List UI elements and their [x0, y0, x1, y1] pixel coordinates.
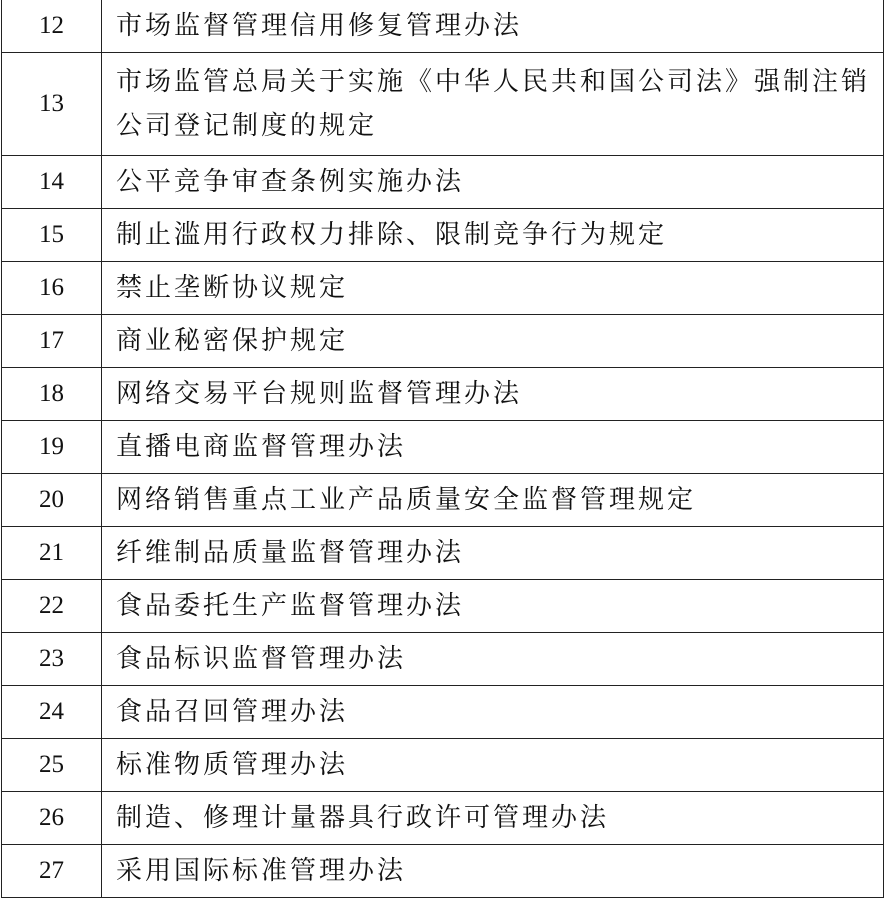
row-number: 16: [2, 262, 102, 315]
regulation-title: 直播电商监督管理办法: [102, 421, 884, 474]
table-row: [2, 527, 884, 580]
table-row: [2, 739, 884, 792]
regulation-title: 制造、修理计量器具行政许可管理办法: [102, 792, 884, 845]
regulation-title: 市场监督管理信用修复管理办法: [102, 0, 884, 53]
regulation-title: 制止滥用行政权力排除、限制竞争行为规定: [102, 209, 884, 262]
table-row: [2, 792, 884, 845]
regulation-title: 食品召回管理办法: [102, 686, 884, 739]
row-number: 22: [2, 580, 102, 633]
regulations-table: [1, 0, 884, 898]
table-row: [2, 421, 884, 474]
table-row: [2, 368, 884, 421]
row-number: 21: [2, 527, 102, 580]
row-number: 17: [2, 315, 102, 368]
regulation-title: 禁止垄断协议规定: [102, 262, 884, 315]
table-row: [2, 0, 884, 53]
table-row: [2, 474, 884, 527]
row-number: 27: [2, 845, 102, 898]
row-number: 18: [2, 368, 102, 421]
table-row: [2, 580, 884, 633]
table-row: [2, 53, 884, 156]
table-row: [2, 686, 884, 739]
regulation-title: 商业秘密保护规定: [102, 315, 884, 368]
row-number: 23: [2, 633, 102, 686]
regulation-title: 公平竞争审查条例实施办法: [102, 156, 884, 209]
row-number: 19: [2, 421, 102, 474]
row-number: 20: [2, 474, 102, 527]
table-row: [2, 262, 884, 315]
regulation-title: 食品委托生产监督管理办法: [102, 580, 884, 633]
regulation-title: 食品标识监督管理办法: [102, 633, 884, 686]
regulation-title: 采用国际标准管理办法: [102, 845, 884, 898]
regulation-title: 网络交易平台规则监督管理办法: [102, 368, 884, 421]
table-row: [2, 209, 884, 262]
regulation-title: 市场监管总局关于实施《中华人民共和国公司法》强制注销公司登记制度的规定: [102, 53, 884, 156]
row-number: 25: [2, 739, 102, 792]
regulation-title: 纤维制品质量监督管理办法: [102, 527, 884, 580]
table-row: [2, 845, 884, 898]
row-number: 15: [2, 209, 102, 262]
row-number: 26: [2, 792, 102, 845]
table-row: [2, 315, 884, 368]
row-number: 24: [2, 686, 102, 739]
row-number: 14: [2, 156, 102, 209]
regulation-title: 网络销售重点工业产品质量安全监督管理规定: [102, 474, 884, 527]
table-row: [2, 633, 884, 686]
row-number: 13: [2, 53, 102, 156]
table-row: [2, 156, 884, 209]
regulation-title: 标准物质管理办法: [102, 739, 884, 792]
row-number: 12: [2, 0, 102, 53]
